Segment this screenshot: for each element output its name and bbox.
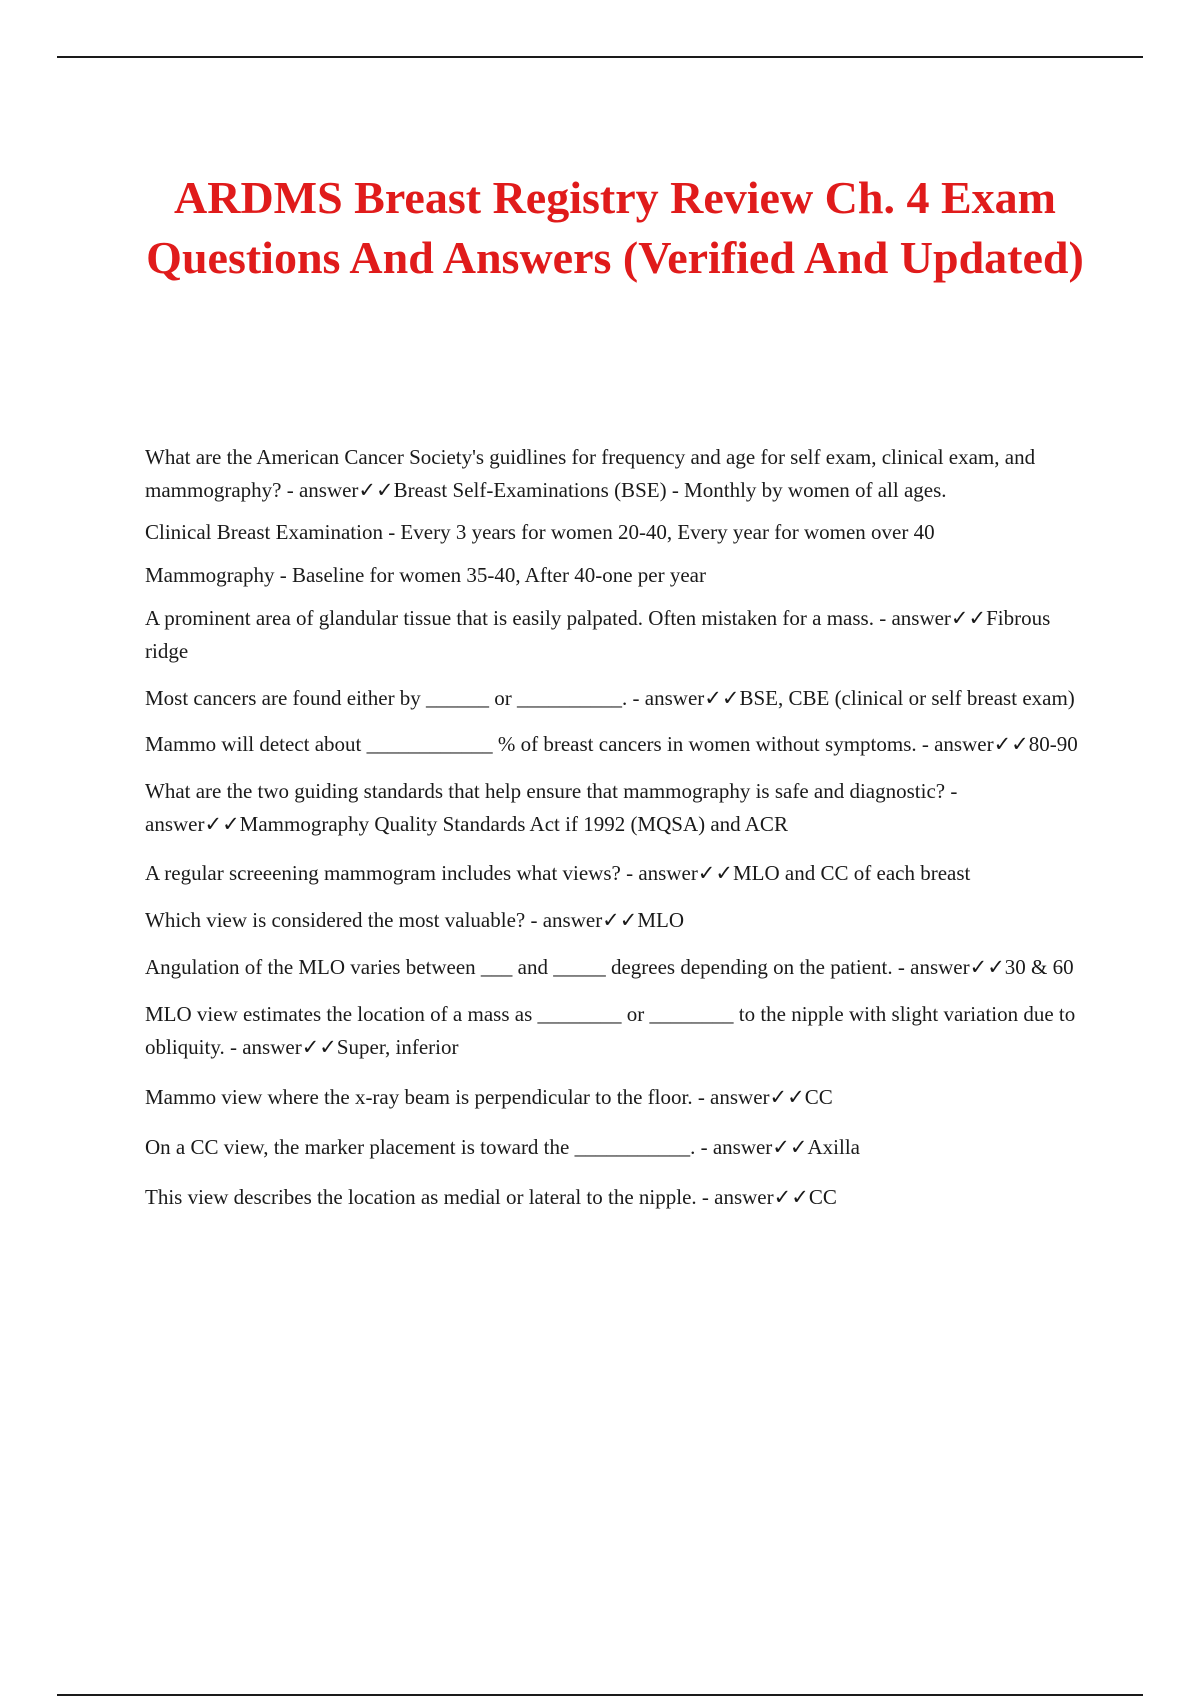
- qa-item: Mammo view where the x-ray beam is perpendicular to the floor. - answer✓✓CC: [145, 1085, 833, 1109]
- qa-item: Most cancers are found either by ______ or __________. - answer✓✓BSE, CBE (clinical or self breast exam): [145, 686, 1075, 710]
- qa-item: Mammo will detect about ____________ % of breast cancers in women without symptoms. - answer✓✓80-90: [145, 732, 1078, 756]
- document-title: ARDMS Breast Registry Review Ch. 4 Exam Questions And Answers (Verified And Updated): [146, 172, 1084, 283]
- qa-item: Mammography - Baseline for women 35-40, After 40-one per year: [145, 563, 706, 587]
- qa-item: Which view is considered the most valuable? - answer✓✓MLO: [145, 908, 685, 932]
- qa-item: This view describes the location as medial or lateral to the nipple. - answer✓✓CC: [145, 1185, 837, 1209]
- qa-item: Clinical Breast Examination - Every 3 years for women 20-40, Every year for women over 40: [145, 520, 935, 544]
- qa-item: MLO view estimates the location of a mass as ________ or ________ to the nipple with slight variation due to obliquity. - answer✓✓Super, inferior: [145, 1002, 1076, 1059]
- qa-item: What are the two guiding standards that help ensure that mammography is safe and diagnostic? - answer✓✓Mammography Quality Standards Act if 1992 (MQSA) and ACR: [145, 779, 958, 836]
- qa-item: A prominent area of glandular tissue that is easily palpated. Often mistaken for a mass. - answer✓✓Fibrous ridge: [145, 606, 1051, 663]
- qa-item: A regular screeening mammogram includes what views? - answer✓✓MLO and CC of each breast: [145, 861, 971, 885]
- qa-list: [145, 441, 1090, 1214]
- qa-item: On a CC view, the marker placement is toward the ___________. - answer✓✓Axilla: [145, 1135, 860, 1159]
- bottom-rule: [57, 1694, 1143, 1696]
- qa-item: Angulation of the MLO varies between ___ and _____ degrees depending on the patient. - answer✓✓30 & 60: [145, 955, 1074, 979]
- top-rule: [57, 56, 1143, 58]
- qa-item: What are the American Cancer Society's guidlines for frequency and age for self exam, clinical exam, and mammography? - answer✓✓Breast Self-Examinations (BSE) - Monthly by women of all ages.: [145, 445, 1036, 502]
